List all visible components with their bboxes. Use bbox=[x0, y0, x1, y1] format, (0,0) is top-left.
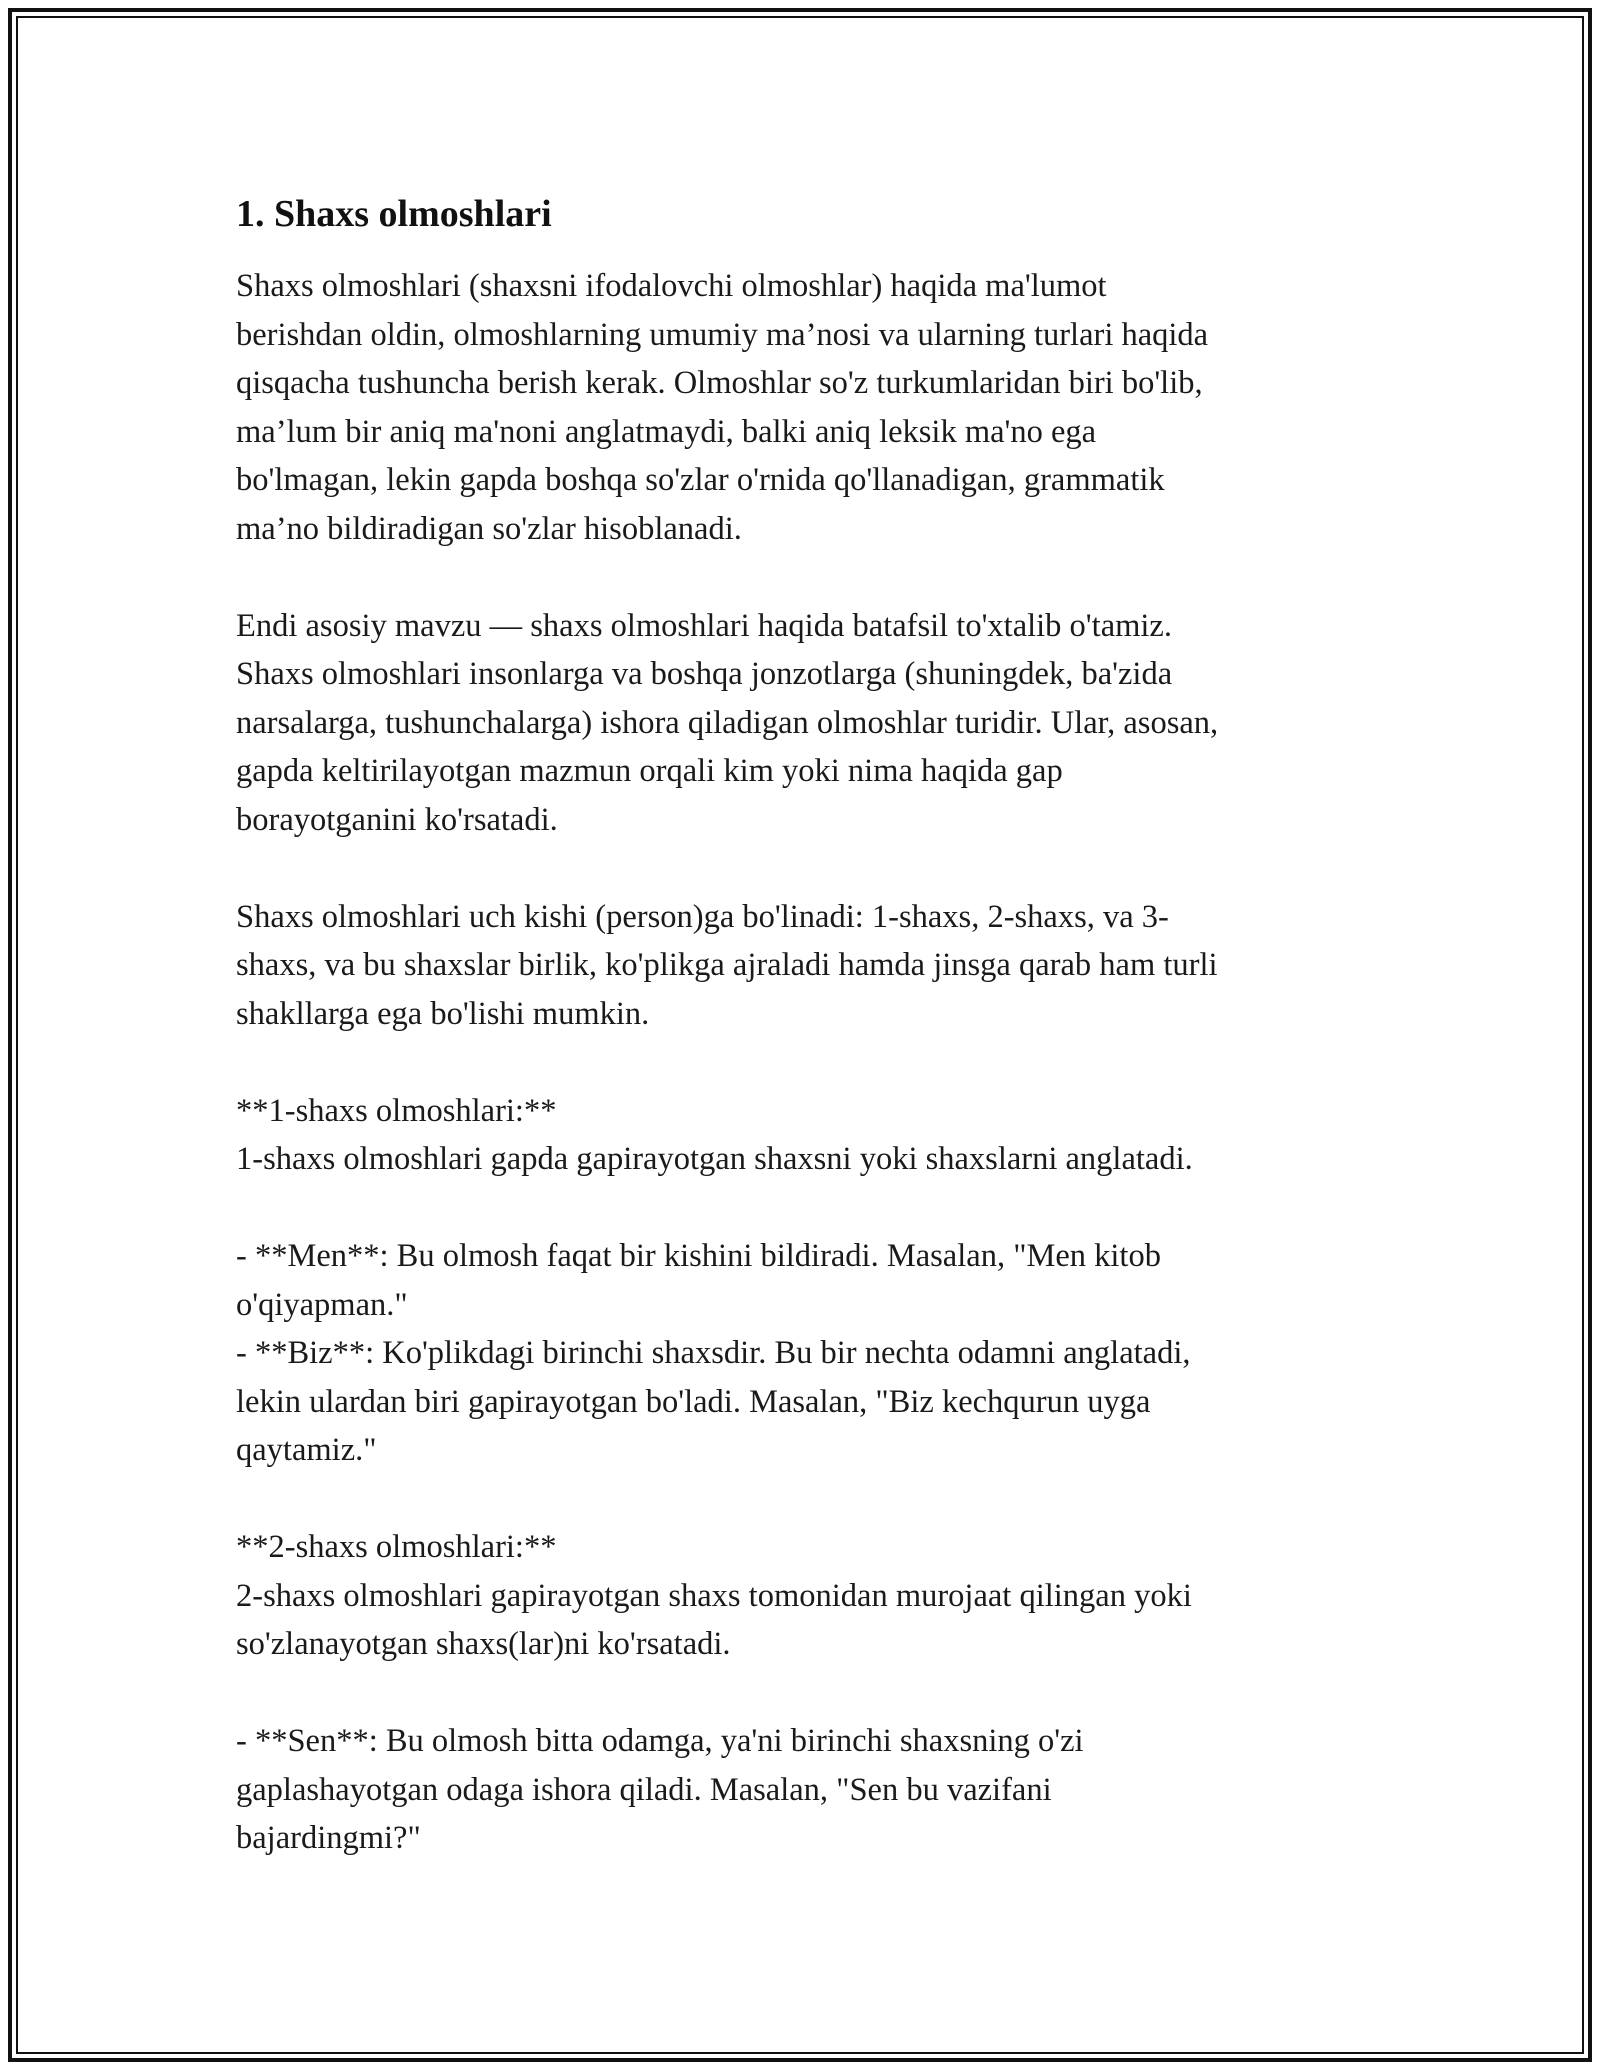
paragraph-spacer bbox=[236, 844, 1366, 893]
list-second-person-pronouns: - **Sen**: Bu olmosh bitta odamga, ya'ni birinchi shaxsning o'zi gaplashayotgan odaga ishora qiladi. Masalan, "Sen bu vazifani bajardingmi?" bbox=[236, 1723, 1084, 1856]
paragraph-first-person: **1-shaxs olmoshlari:** 1-shaxs olmoshlari gapda gapirayotgan shaxsni yoki shaxslarni anglatadi. bbox=[236, 1092, 1193, 1177]
paragraph-intro: Shaxs olmoshlari (shaxsni ifodalovchi olmoshlar) haqida ma'lumot berishdan oldin, olmoshlarning umumiy ma’nosi va ularning turlari haqida qisqacha tushuncha berish kerak. Olmoshlar so'z turkumlaridan biri bo'lib, ma’lum bir aniq ma'noni anglatmaydi, balki aniq leksik ma'no ega bo'lmagan, lekin gapda boshqa so'zlar o'rnida qo'llanadigan, grammatik ma’no bildiradigan so'zlar hisoblanadi. bbox=[236, 268, 1209, 547]
list-first-person-pronouns: - **Men**: Bu olmosh faqat bir kishini bildiradi. Masalan, "Men kitob o'qiyapman." - **Biz**: Ko'plikdagi birinchi shaxsdir. Bu bir nechta odamni anglatadi, lekin ulardan biri gapirayotgan bo'ladi. Masalan, "Biz kechqurun uyga qaytamiz." bbox=[236, 1238, 1191, 1468]
paragraph-second-person: **2-shaxs olmoshlari:** 2-shaxs olmoshlari gapirayotgan shaxs tomonidan murojaat qilingan yoki so'zlanayotgan shaxs(lar)ni ko'rsatadi. bbox=[236, 1529, 1192, 1662]
document-body bbox=[236, 188, 1366, 1863]
paragraph-spacer bbox=[236, 1669, 1366, 1718]
paragraph-spacer bbox=[236, 1184, 1366, 1233]
paragraph-spacer bbox=[236, 1475, 1366, 1524]
section-heading: 1. Shaxs olmoshlari bbox=[236, 193, 552, 235]
paragraph-main-topic: Endi asosiy mavzu — shaxs olmoshlari haqida batafsil to'xtalib o'tamiz. Shaxs olmoshlari insonlarga va boshqa jonzotlarga (shuningdek, ba'zida narsalarga, tushunchalarga) ishora qiladigan olmoshlar turidir. Ular, asosan, gapda keltirilayotgan mazmun orqali kim yoki nima haqida gap borayotganini ko'rsatadi. bbox=[236, 607, 1219, 838]
paragraph-spacer bbox=[236, 553, 1366, 602]
paragraph-spacer bbox=[236, 1038, 1366, 1087]
paragraph-person-division: Shaxs olmoshlari uch kishi (person)ga bo'linadi: 1-shaxs, 2-shaxs, va 3- shaxs, va bu shaxslar birlik, ko'plikga ajraladi hamda jinsga qarab ham turli shakllarga ega bo'lishi mumkin. bbox=[236, 898, 1218, 1032]
